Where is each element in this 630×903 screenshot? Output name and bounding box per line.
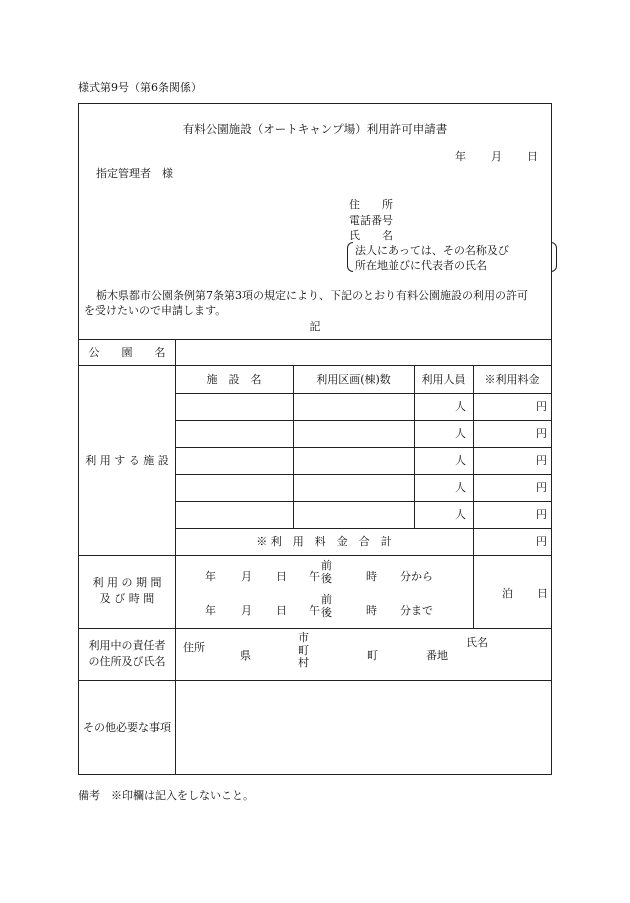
responsible-town: 町 <box>367 649 378 662</box>
fee-unit: 円 <box>536 454 547 467</box>
date-year: 年 <box>455 150 466 163</box>
corporate-note-line2: 所在地並びに代表者の氏名 <box>355 259 487 272</box>
period-label-line1: 利 用 の 期 間 <box>92 576 162 589</box>
responsible-label-line2: の住所及び氏名 <box>88 655 166 668</box>
note-bracket-left <box>347 242 353 272</box>
total-fee-label: ※ 利 用 料 金 合 計 <box>256 535 392 548</box>
responsible-address: 住所 <box>183 641 205 654</box>
date-day: 日 <box>527 150 538 163</box>
responsible-prefecture: 県 <box>240 649 251 662</box>
end-hour: 時 <box>366 604 377 617</box>
total-fee-unit: 円 <box>536 535 547 548</box>
addressee: 指定管理者 様 <box>96 167 173 180</box>
fee-unit: 円 <box>536 400 547 413</box>
start-hour: 時 <box>366 570 377 583</box>
start-gozen: 午 <box>309 570 320 583</box>
other-matters-label: その他必要な事項 <box>83 721 171 734</box>
remarks: 備考 ※印欄は記入をしないこと。 <box>78 789 254 802</box>
form-number: 様式第9号（第6条関係） <box>78 81 202 94</box>
body-text-line1: 栃木県都市公園条例第7条第3項の規定により、下記のとおり有料公園施設の利用の許可 <box>96 289 528 302</box>
application-form <box>78 103 552 775</box>
park-name-label: 公 園 名 <box>88 346 166 359</box>
note-bracket-right <box>551 242 557 272</box>
responsible-name: 氏名 <box>466 636 488 649</box>
facility-section-label: 利 用 す る 施 設 <box>85 454 169 467</box>
end-gozen: 午 <box>309 604 320 617</box>
days-label: 日 <box>537 587 548 600</box>
fee-unit: 円 <box>536 427 547 440</box>
responsible-banchi: 番地 <box>426 649 448 662</box>
start-ampm: 前 後 <box>321 559 332 585</box>
park-name-field[interactable] <box>176 340 551 365</box>
fee-unit: 円 <box>536 508 547 521</box>
applicant-phone-label: 電話番号 <box>349 214 393 227</box>
people-unit: 人 <box>455 454 466 467</box>
body-text-line2: を受けたいので申請します。 <box>84 304 227 317</box>
start-year: 年 <box>205 570 216 583</box>
date-month: 月 <box>491 150 502 163</box>
start-month: 月 <box>241 570 252 583</box>
end-month: 月 <box>241 604 252 617</box>
people-unit: 人 <box>455 508 466 521</box>
corporate-note-line1: 法人にあっては、その名称及び <box>355 244 509 257</box>
ki-label: 記 <box>309 320 321 333</box>
people-unit: 人 <box>455 481 466 494</box>
people-unit: 人 <box>455 427 466 440</box>
end-to: 分まで <box>400 604 433 617</box>
period-label-line2: 及 び 時 間 <box>99 592 155 605</box>
applicant-name-label: 氏 名 <box>349 229 393 242</box>
applicant-address-label: 住 所 <box>349 198 393 211</box>
responsible-label-line1: 利用中の責任者 <box>88 639 166 652</box>
header-units: 利用区画(棟)数 <box>316 373 391 386</box>
people-unit: 人 <box>455 400 466 413</box>
end-day: 日 <box>276 604 287 617</box>
header-fee: ※利用料金 <box>484 373 540 386</box>
nights-label: 泊 <box>502 587 513 600</box>
header-facility-name: 施 設 名 <box>206 373 262 386</box>
responsible-city: 市 町 村 <box>298 631 309 670</box>
other-matters-field[interactable] <box>176 681 551 775</box>
end-ampm: 前 後 <box>321 593 332 619</box>
header-people: 利用人員 <box>421 373 466 386</box>
start-from: 分から <box>400 570 433 583</box>
fee-unit: 円 <box>536 481 547 494</box>
form-title: 有料公園施設（オートキャンプ場）利用許可申請書 <box>182 122 448 136</box>
end-year: 年 <box>205 604 216 617</box>
start-day: 日 <box>276 570 287 583</box>
